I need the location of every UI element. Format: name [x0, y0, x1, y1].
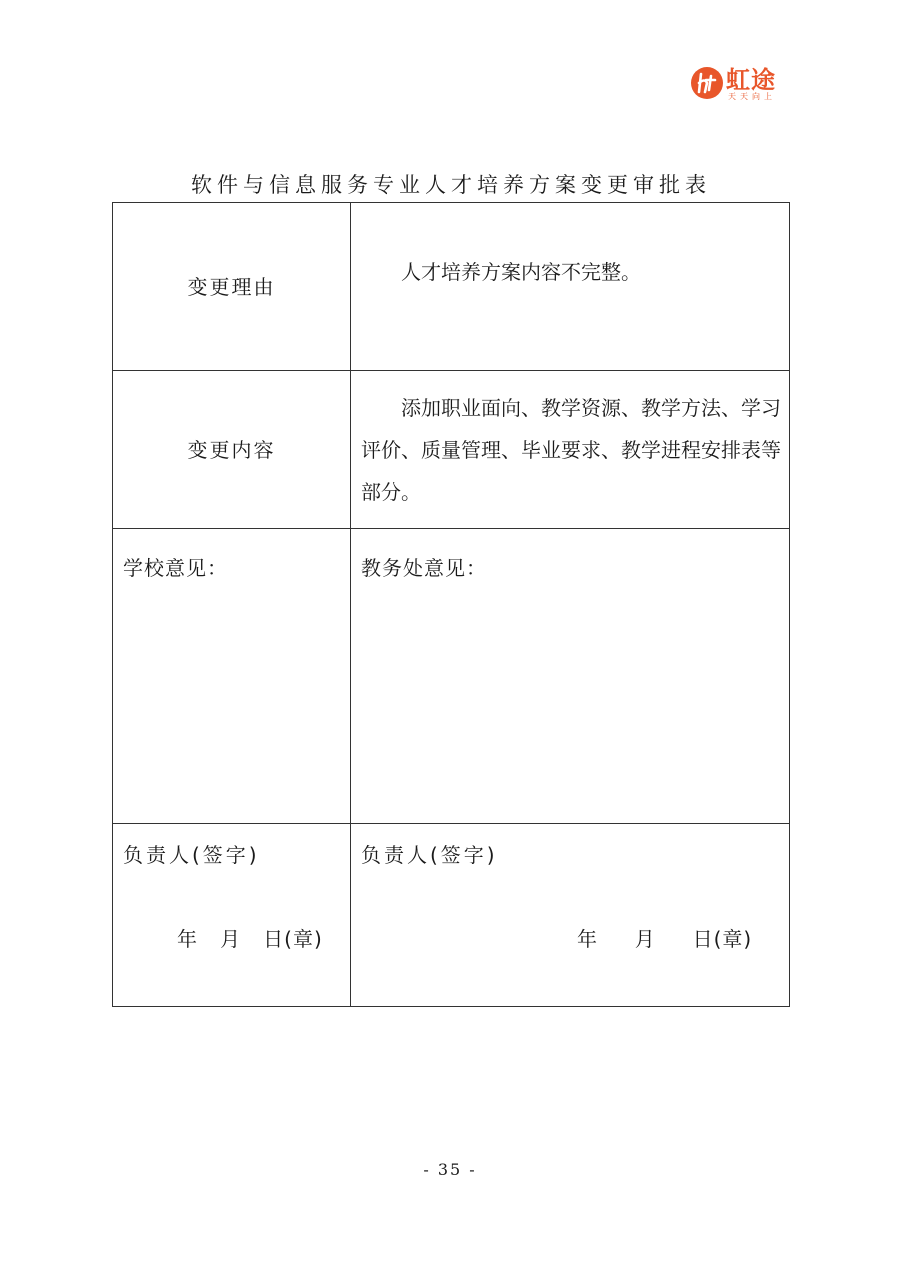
document-title: 软件与信息服务专业人才培养方案变更审批表 [191, 173, 711, 197]
change-content-label: 变更内容 [113, 371, 351, 529]
school-opinion: 学校意见： [113, 529, 351, 824]
academic-affairs-signature-cell [351, 824, 790, 1007]
logo-name: 虹途 [726, 66, 776, 94]
opinion-row [113, 529, 790, 824]
academic-affairs-date-label: 年 月 日(章) [577, 927, 753, 951]
reason-row [113, 203, 790, 371]
signature-row [113, 824, 790, 1007]
school-signature-cell [113, 824, 351, 1007]
academic-affairs-signer-label: 负责人(签字) [361, 843, 498, 867]
school-date-label: 年 月 日(章) [177, 927, 323, 951]
logo-slogan: 天天向上 [728, 92, 776, 101]
page-number: - 35 - [423, 1160, 477, 1179]
h-logo-icon [690, 66, 724, 100]
reason-label: 变更理由 [113, 203, 351, 371]
change-content-text: 添加职业面向、教学资源、教学方法、学习评价、质量管理、毕业要求、教学进程安排表等部分。 [351, 371, 790, 529]
brand-logo [690, 66, 790, 106]
school-signer-label: 负责人(签字) [123, 843, 260, 867]
reason-content: 人才培养方案内容不完整。 [351, 203, 790, 371]
change-content-row [113, 371, 790, 529]
approval-form-table [112, 202, 790, 1007]
academic-affairs-opinion: 教务处意见： [351, 529, 790, 824]
